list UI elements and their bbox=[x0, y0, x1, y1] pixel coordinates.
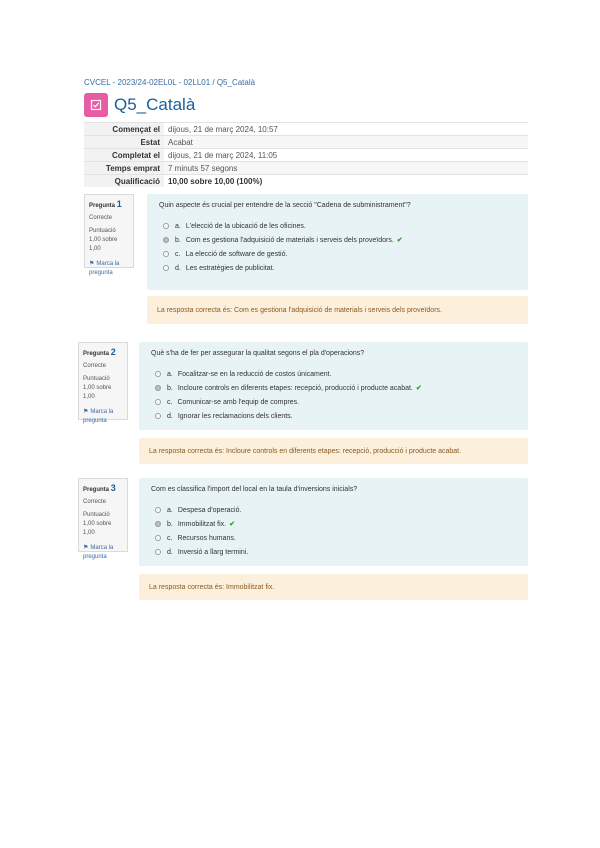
summary-value: Acabat bbox=[164, 136, 528, 149]
question-grade: Puntuació 1,00 sobre 1,00 bbox=[83, 376, 112, 400]
question-number: Pregunta 1 bbox=[89, 199, 122, 209]
answer-option[interactable] bbox=[155, 409, 516, 423]
question-number: Pregunta 3 bbox=[83, 483, 116, 493]
question-info-3 bbox=[78, 478, 128, 560]
correct-answer-feedback-1: La resposta correcta és: Com es gestiona l'adquisició de materials i serveis dels proveïdors. bbox=[147, 296, 528, 324]
option-letter: a. bbox=[167, 506, 173, 514]
question-number: Pregunta 2 bbox=[83, 347, 116, 357]
correct-check-icon: ✔ bbox=[396, 237, 403, 244]
radio-button-checked[interactable] bbox=[155, 385, 161, 391]
summary-row bbox=[84, 123, 528, 136]
breadcrumb[interactable]: CVCEL - 2023/24-02EL0L - 02LL01 / Q5_Català bbox=[84, 78, 256, 87]
summary-row bbox=[84, 136, 528, 149]
attempt-summary-table bbox=[84, 122, 528, 187]
answer-options bbox=[163, 219, 516, 275]
flag-icon: ⚑ bbox=[83, 409, 89, 415]
option-text: Immobilitzat fix. bbox=[177, 520, 227, 528]
answer-option[interactable] bbox=[155, 395, 516, 409]
option-text: Despesa d'operació. bbox=[177, 506, 242, 514]
radio-button[interactable] bbox=[155, 507, 161, 513]
question-info-2 bbox=[78, 342, 128, 424]
option-letter: a. bbox=[167, 370, 173, 378]
option-text: Incloure controls en diferents etapes: recepció, producció i producte acabat. bbox=[177, 384, 413, 392]
radio-button[interactable] bbox=[155, 371, 161, 377]
question-state: Correcte bbox=[83, 499, 107, 505]
radio-button-checked[interactable] bbox=[163, 237, 169, 243]
answer-option[interactable] bbox=[155, 531, 516, 545]
summary-label: Completat el bbox=[84, 149, 164, 162]
answer-option[interactable] bbox=[163, 219, 516, 233]
radio-button[interactable] bbox=[163, 265, 169, 271]
radio-button[interactable] bbox=[155, 399, 161, 405]
flag-question-link[interactable]: ⚑ Marca la pregunta bbox=[83, 545, 114, 560]
answer-option[interactable] bbox=[163, 247, 516, 261]
question-text: Què s'ha de fer per assegurar la qualitat segons el pla d'operacions? bbox=[151, 350, 365, 357]
option-letter: c. bbox=[167, 534, 173, 542]
option-letter: c. bbox=[175, 250, 181, 258]
question-grade: Puntuació 1,00 sobre 1,00 bbox=[83, 512, 112, 536]
option-text: L'elecció de la ubicació de les oficines. bbox=[185, 222, 306, 230]
summary-value: dijous, 21 de març 2024, 11:05 bbox=[164, 149, 528, 162]
option-letter: d. bbox=[175, 264, 181, 272]
option-text: La elecció de software de gestió. bbox=[185, 250, 288, 258]
option-text: Comunicar-se amb l'equip de compres. bbox=[177, 398, 300, 406]
summary-label: Temps emprat bbox=[84, 162, 164, 175]
option-text: Ignorar les reclamacions dels clients. bbox=[177, 412, 293, 420]
option-letter: d. bbox=[167, 548, 173, 556]
summary-value: dijous, 21 de març 2024, 10:57 bbox=[164, 123, 528, 136]
option-letter: b. bbox=[167, 384, 173, 392]
answer-option[interactable] bbox=[155, 545, 516, 559]
summary-row bbox=[84, 175, 528, 188]
question-text: Quin aspecte és crucial per entendre de la secció "Cadena de subministrament"? bbox=[159, 202, 411, 209]
option-letter: b. bbox=[167, 520, 173, 528]
radio-button[interactable] bbox=[163, 223, 169, 229]
option-text: Recursos humans. bbox=[177, 534, 236, 542]
summary-value: 10,00 sobre 10,00 (100%) bbox=[164, 175, 528, 188]
answer-option[interactable] bbox=[155, 367, 516, 381]
radio-button[interactable] bbox=[155, 549, 161, 555]
question-state: Correcte bbox=[89, 215, 113, 221]
option-letter: b. bbox=[175, 236, 181, 244]
radio-button[interactable] bbox=[163, 251, 169, 257]
correct-check-icon: ✔ bbox=[415, 385, 422, 392]
summary-row bbox=[84, 149, 528, 162]
correct-answer-feedback-2: La resposta correcta és: Incloure controls en diferents etapes: recepció, producció i producte acabat. bbox=[139, 438, 528, 464]
question-state: Correcte bbox=[83, 363, 107, 369]
question-grade: Puntuació 1,00 sobre 1,00 bbox=[89, 228, 118, 252]
answer-option[interactable] bbox=[155, 517, 516, 531]
question-formulation-3 bbox=[139, 478, 528, 566]
answer-options bbox=[155, 503, 516, 559]
flag-icon: ⚑ bbox=[83, 545, 89, 551]
answer-option[interactable] bbox=[155, 503, 516, 517]
flag-question-link[interactable]: ⚑ Marca la pregunta bbox=[83, 409, 114, 424]
option-text: Com es gestiona l'adquisició de materials i serveis dels proveïdors. bbox=[185, 236, 394, 244]
page-header bbox=[84, 93, 195, 117]
question-info-1 bbox=[84, 194, 134, 276]
summary-label: Començat el bbox=[84, 123, 164, 136]
radio-button[interactable] bbox=[155, 535, 161, 541]
option-letter: c. bbox=[167, 398, 173, 406]
flag-icon: ⚑ bbox=[89, 261, 95, 267]
quiz-icon bbox=[84, 93, 108, 117]
question-formulation-1 bbox=[147, 194, 528, 290]
option-text: Inversió a llarg termini. bbox=[177, 548, 249, 556]
option-letter: a. bbox=[175, 222, 181, 230]
flag-question-link[interactable]: ⚑ Marca la pregunta bbox=[89, 261, 120, 276]
option-letter: d. bbox=[167, 412, 173, 420]
summary-value: 7 minuts 57 segons bbox=[164, 162, 528, 175]
radio-button[interactable] bbox=[155, 413, 161, 419]
summary-label: Qualificació bbox=[84, 175, 164, 188]
question-text: Com es classifica l'import del local en la taula d'inversions inicials? bbox=[151, 486, 358, 493]
answer-option[interactable] bbox=[155, 381, 516, 395]
correct-check-icon: ✔ bbox=[229, 521, 235, 528]
answer-option[interactable] bbox=[163, 233, 516, 247]
answer-option[interactable] bbox=[163, 261, 516, 275]
page-title: Q5_Català bbox=[114, 95, 196, 114]
radio-button-checked[interactable] bbox=[155, 521, 161, 527]
correct-answer-feedback-3: La resposta correcta és: Immobilitzat fix. bbox=[139, 574, 528, 600]
answer-options bbox=[155, 367, 516, 423]
option-text: Focalitzar-se en la reducció de costos únicament. bbox=[177, 370, 332, 378]
question-formulation-2 bbox=[139, 342, 528, 430]
summary-row bbox=[84, 162, 528, 175]
summary-label: Estat bbox=[84, 136, 164, 149]
option-text: Les estratègies de publicitat. bbox=[185, 264, 275, 272]
